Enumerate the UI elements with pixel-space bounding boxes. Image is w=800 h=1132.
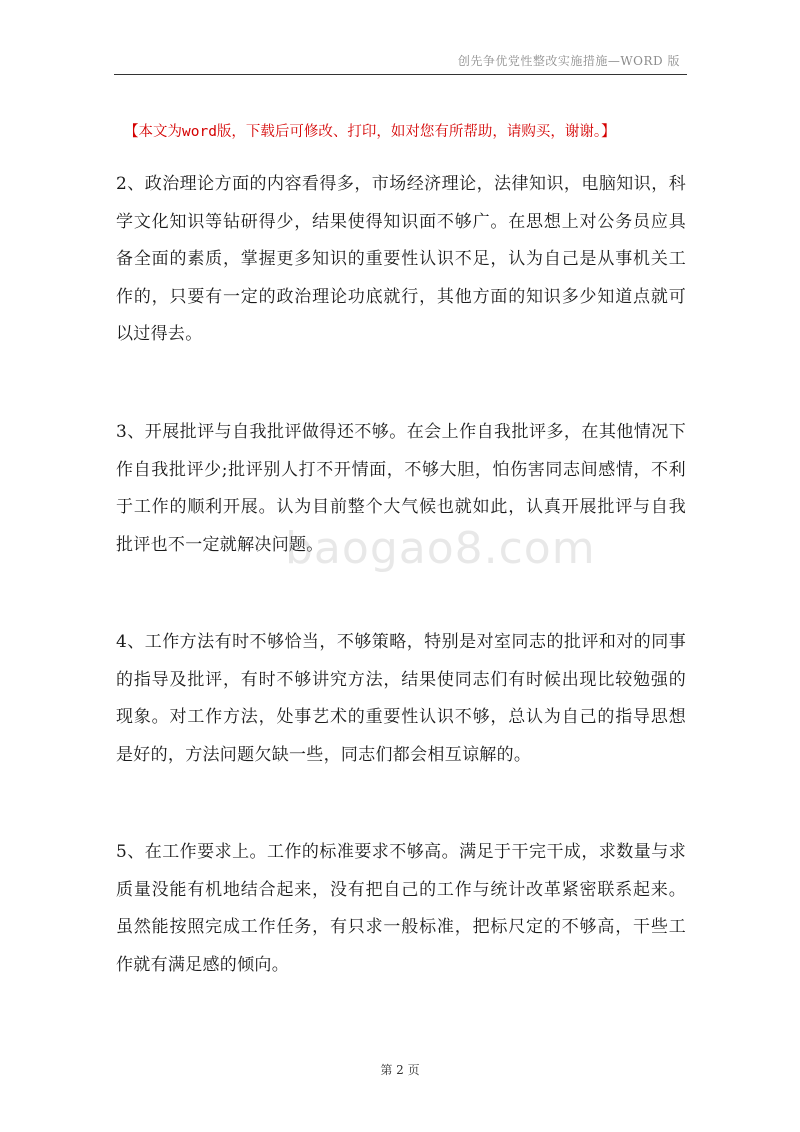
- watermark: baogao8.com: [285, 523, 596, 574]
- download-notice: 【本文为word版，下载后可修改、打印，如对您有所帮助，请购买，谢谢。】: [124, 124, 616, 140]
- paragraph-5: 5、在工作要求上。工作的标准要求不够高。满足于干完干成，求数量与求质量没能有机地结合起来，没有把自己的工作与统计改革紧密联系起来。虽然能按照完成工作任务，有只求一般标准，把标尺定的不够高，干些工作就有满足感的倾向。: [116, 842, 686, 975]
- paragraph-2: 2、政治理论方面的内容看得多，市场经济理论，法律知识，电脑知识，科学文化知识等钻研得少，结果使得知识面不够广。在思想上对公务员应具备全面的素质，掌握更多知识的重要性认识不足，认为自己是从事机关工作的，只要有一定的政治理论功底就行，其他方面的知识多少知道点就可以过得去。: [116, 174, 686, 344]
- header-divider: [114, 74, 687, 75]
- page-number: 第 2 页: [380, 1063, 420, 1077]
- running-header: 创先争优党性整改实施措施—WORD 版: [457, 54, 680, 68]
- paragraph-4: 4、工作方法有时不够恰当，不够策略，特别是对室同志的批评和对的同事的指导及批评，有时不够讲究方法，结果使同志们有时候出现比较勉强的现象。对工作方法，处事艺术的重要性认识不够，总认为自己的指导思想是好的，方法问题欠缺一些，同志们都会相互谅解的。: [116, 632, 686, 765]
- paragraph-3: 3、开展批评与自我批评做得还不够。在会上作自我批评多，在其他情况下作自我批评少;批评别人打不开情面，不够大胆，怕伤害同志间感情，不利于工作的顺利开展。认为目前整个大气候也就如此，认真开展批评与自我批评也不一定就解决问题。: [116, 422, 686, 555]
